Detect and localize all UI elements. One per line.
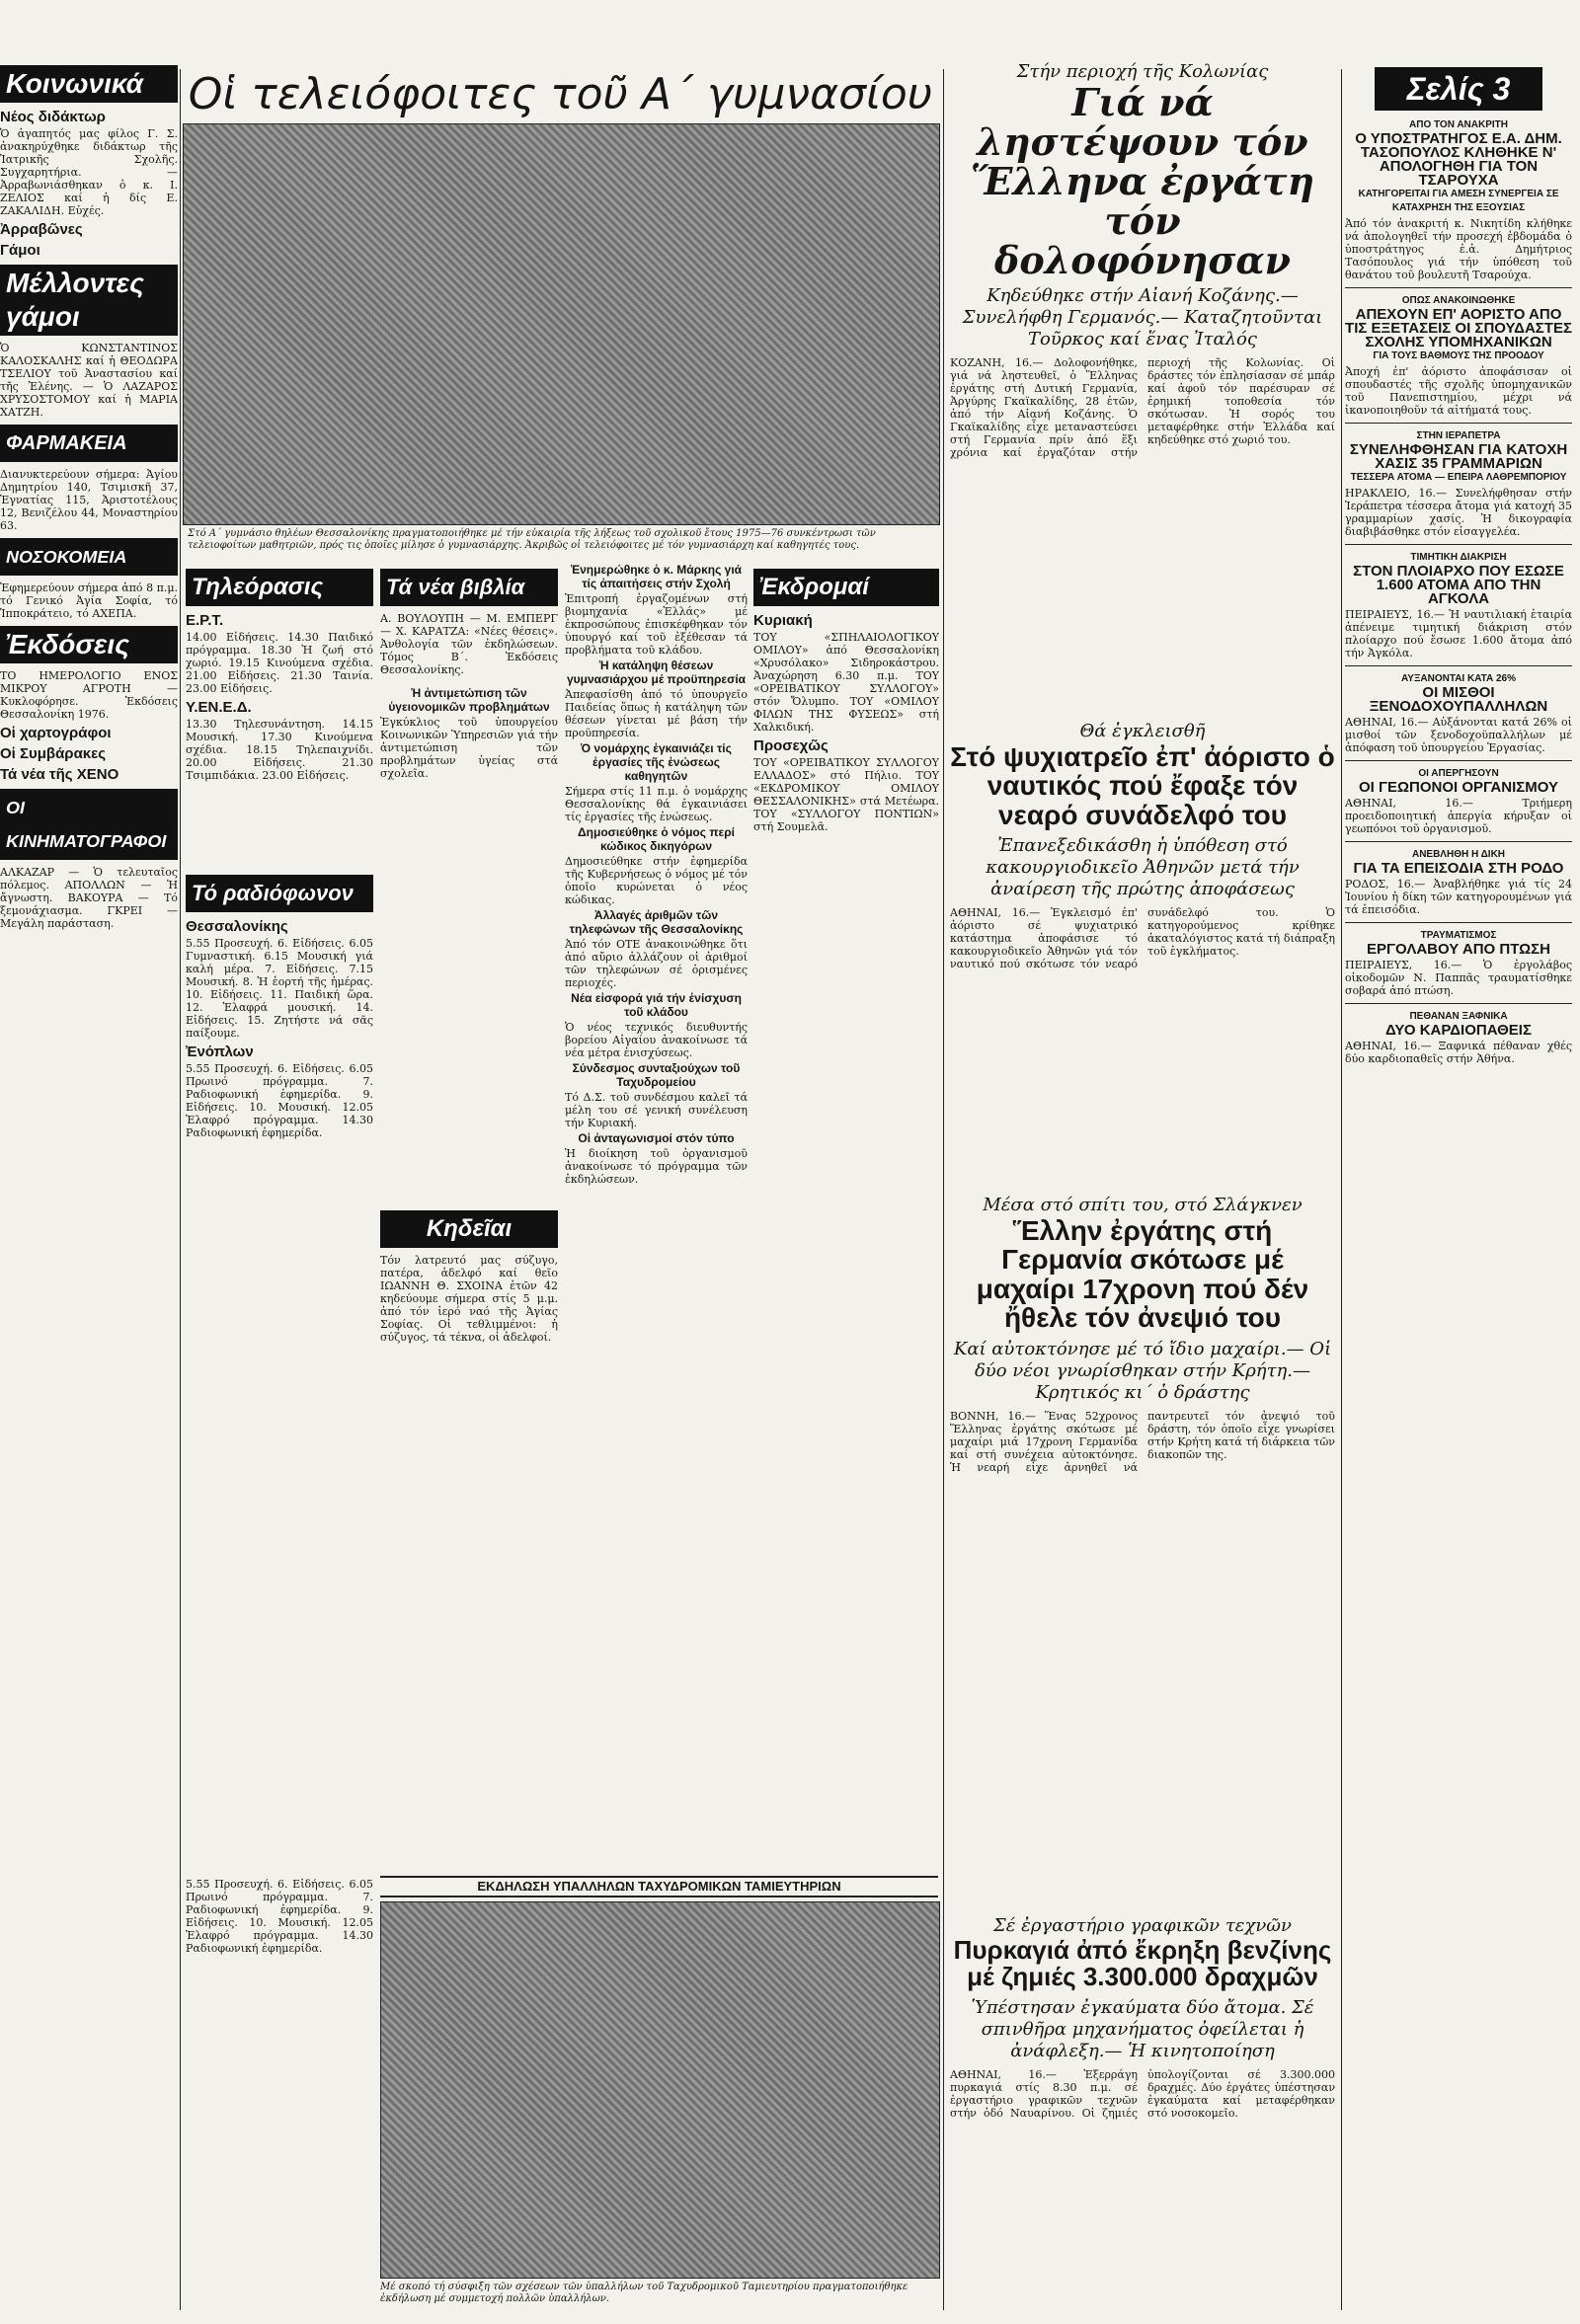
tv-header: Τηλεόρασις bbox=[186, 569, 373, 606]
item-text: ΤΟ ΗΜΕΡΟΛΟΓΙΟ ΕΝΟΣ ΜΙΚΡΟΥ ΑΓΡΟΤΗ — Κυκλοφόρησε. Ἐκδόσεις Θεσσαλονίκη 1976. bbox=[0, 669, 178, 721]
article-title: Ἡ ἀντιμετώπιση τῶν ὑγειονομικῶν προβλημάτων bbox=[388, 686, 550, 714]
kolonia-story bbox=[950, 61, 1335, 684]
item-text: Ὁ ἀγαπητός μας φίλος Γ. Σ. ἀνακηρύχθηκε διδάκτωρ τῆς Ἰατρικῆς Σχολῆς. Συγχαρητήρια. — Ἀρραβωνιάσθηκαν ὁ κ. Ι. ΖΕΛΙΟΣ καί ἡ δίς Ε. ΖΑΚΑΛΙΔΗ. Εὐχές. bbox=[0, 127, 178, 217]
section-header-koinonika: Κοινωνικά bbox=[0, 65, 178, 103]
item-title: Τά νέα τῆς ΧΕΝΟ bbox=[0, 766, 119, 783]
brief-item: ΤΙΜΗΤΙΚΗ ΔΙΑΚΡΙΣΗ ΣΤΟΝ ΠΛΟΙΑΡΧΟ ΠΟΥ ΕΣΩΣΕ 1.600 ΑΤΟΜΑ ΑΠΟ ΤΗΝ ΑΓΚΟΛΑ ΠΕΙΡΑΙΕΥΣ, 16.— Ἡ ναυτιλιακή ἑταιρία ἀπένειμε τιμητική διάκριση στόν πλοίαρχο πού ἔσωσε 1.600 ἄτομα ἀπό τήν Ἀγκόλα. bbox=[1345, 552, 1572, 659]
column-rule bbox=[943, 69, 944, 2310]
brief-item: ΑΠΟ ΤΟΝ ΑΝΑΚΡΙΤΗ Ο ΥΠΟΣΤΡΑΤΗΓΟΣ Ε.Α. ΔΗΜ. ΤΑΣΟΠΟΥΛΟΣ ΚΛΗΘΗΚΕ Ν' ΑΠΟΛΟΓΗΘΗ ΓΙΑ ΤΟΝ ΤΣΑΡΟΥΧΑ ΚΑΤΗΓΟΡΕΙΤΑΙ ΓΙΑ ΑΜΕΣΗ ΣΥΝΕΡΓΕΙΑ ΣΕ ΚΑΤΑΧΡΗΣΗ ΤΗΣ ΕΞΟΥΣΙΑΣ Ἀπό τόν ἀνακριτή κ. Νικητίδη κλήθηκε νά ἀπολογηθεῖ τήν προσεχή ἑβδομάδα ὁ ὑποστράτηγος ἐ.ἀ. Δημήτριος Τασόπουλος γιά τήν ὑπόθεση τοῦ θανάτου τοῦ βουλευτῆ Τσαρούχα. bbox=[1345, 119, 1572, 281]
story-headline: Γιά νά ληστέψουν τόν Ἕλληνα ἐργάτη τόν δολοφόνησαν bbox=[970, 80, 1315, 282]
radio-continued bbox=[186, 1876, 373, 2310]
story-kicker: Στήν περιοχή τῆς Κολωνίας bbox=[1016, 61, 1269, 82]
story-subhead: Ὑπέστησαν ἐγκαύματα δύο ἄτομα. Σέ σπινθῆρα μηχανήματος ὀφείλεται ἡ ἀνάφλεξη.— Ἡ κινητοποίηση bbox=[971, 1996, 1314, 2061]
story-kicker: Θά ἐγκλεισθῆ bbox=[1079, 721, 1206, 741]
article-text: Ἡ διοίκηση τοῦ ὀργανισμοῦ ἀνακοίνωσε τό πρόγραμμα τῶν ἐκδηλώσεων. bbox=[565, 1147, 748, 1186]
article-text: Δημοσιεύθηκε στήν ἐφημερίδα τῆς Κυβερνήσεως ὁ νόμος μέ τόν ὁποῖο κυρώνεται ὁ νέος κώδικας. bbox=[565, 855, 748, 906]
tv-channel: Ε.Ρ.Τ. bbox=[186, 612, 224, 629]
story-text: ΒΟΝΝΗ, 16.— Ἕνας 52χρονος Ἕλληνας ἐργάτης σκότωσε μέ μαχαίρι μιά 17χρονη Γερμανίδα καί στή συνέχεια αὐτοκτόνησε. Ἡ νεαρή εἶχε ἀρνηθεῖ νά παντρευτεῖ τόν ἀνεψιό τοῦ δράστη, τόν ὁποῖο εἶχε γνωρίσει στήν Κρήτη κατά τή διάρκεια τῶν διακοπῶν της. bbox=[950, 1409, 1335, 1474]
event-caption: Μέ σκοπό τή σύσφιξη τῶν σχέσεων τῶν ὑπαλλήλων τοῦ Ταχυδρομικοῦ Ταμιευτηρίου πραγματοποιήθηκε ἐκδήλωση μέ συμμετοχή πολλῶν ὑπαλλήλων. bbox=[380, 2282, 908, 2304]
section-header-nosokomeia: ΝΟΣΟΚΟΜΕΙΑ bbox=[0, 538, 178, 576]
obits-section bbox=[380, 1204, 558, 1856]
item-text: Ὁ ΚΩΝΣΤΑΝΤΙΝΟΣ ΚΑΛΟΣΚΑΛΗΣ καί ἡ ΘΕΟΔΩΡΑ ΤΣΕΛΙΟΥ τοῦ Ἀναστασίου καί τῆς Ἑλένης. — Ὁ ΛΑΖΑΡΟΣ ΧΡΥΣΟΣΤΟΜΟΥ καί ἡ ΜΑΡΙΑ ΧΑΤΖΗ. bbox=[0, 342, 178, 419]
post-office-event bbox=[380, 1876, 938, 2310]
right-column bbox=[1345, 59, 1572, 2320]
excursions-text: ΤΟΥ «ΣΠΗΛΑΙΟΛΟΓΙΚΟΥ ΟΜΙΛΟΥ» ἀπό Θεσσαλονίκη «Χρυσόλακο» Σιδηροκάστρου. Ἀναχώρηση 6.30 π.μ. ΤΟΥ «ΟΡΕΙΒΑΤΙΚΟΥ ΣΥΛΛΟΓΟΥ» στόν Ὄλυμπο. ΤΟΥ «ΟΜΙΛΟΥ ΦΙΛΩΝ ΤΗΣ ΦΥΣΕΩΣ» στή Χαλκιδική. bbox=[753, 631, 939, 734]
tv-channel: Υ.ΕΝ.Ε.Δ. bbox=[186, 699, 252, 716]
item-title: Οἱ χαρτογράφοι bbox=[0, 725, 112, 741]
brief-item: ΠΕΘΑΝΑΝ ΞΑΦΝΙΚΑ ΔΥΟ ΚΑΡΔΙΟΠΑΘΕΙΣ ΑΘΗΝΑΙ, 16.— Ξαφνικά πέθαναν χθές δύο καρδιοπαθεῖς στήν Ἀθήνα. bbox=[1345, 1011, 1572, 1065]
radio-header: Τό ραδιόφωνον bbox=[186, 875, 373, 912]
column-rule bbox=[180, 69, 181, 2310]
article-text: Ὁ νέος τεχνικός διευθυντής βορείου Αἰγαίου ἀνακοίνωσε τά νέα μέτρα ἐνισχύσεως. bbox=[565, 1021, 748, 1059]
tv-section bbox=[186, 563, 373, 859]
radio-text: 5.55 Προσευχή. 6. Εἰδήσεις. 6.05 Γυμναστική. 6.15 Μουσική γιά καλή μέρα. 7. Εἰδήσεις. 7.15 Μουσική. 8. Ἡ ἑορτή τῆς ἡμέρας. 10. Εἰδήσεις. 11. Παιδική ὥρα. 12. Ἐλαφρά μουσική. 14. Εἰδήσεις. 15. Ζητήστε νά σᾶς παίξουμε. bbox=[186, 937, 373, 1040]
page-number-badge: Σελίς 3 bbox=[1375, 67, 1542, 111]
excursions-subhead: Κυριακή bbox=[753, 612, 813, 629]
left-column bbox=[0, 59, 178, 2320]
obits-text: Τόν λατρευτό μας σύζυγο, πατέρα, ἀδελφό καί θεῖο ΙΩΑΝΝΗ Θ. ΣΧΟΙΝΑ ἐτῶν 42 κηδεύουμε σήμερα στίς 5 μ.μ. ἀπό τόν ἱερό ναό τῆς Ἁγίας Σοφίας. Οἱ τεθλιμμένοι: ἡ σύζυγος, τά τέκνα, οἱ ἀδελφοί. bbox=[380, 1254, 558, 1344]
story-subhead: Κηδεύθηκε στήν Αἰανή Κοζάνης.— Συνελήφθη Γερμανός.— Καταζητοῦνται Τοῦρκος καί ἕνας Ἰταλός bbox=[962, 285, 1323, 350]
event-title: ΕΚΔΗΛΩΣΗ ΥΠΑΛΛΗΛΩΝ ΤΑΧΥΔΡΟΜΙΚΩΝ ΤΑΜΙΕΥΤΗΡΙΩΝ bbox=[380, 1876, 938, 1898]
graduates-photo bbox=[183, 123, 938, 523]
psychiatric-story bbox=[950, 721, 1335, 1135]
item-text: ΑΛΚΑΖΑΡ — Ὁ τελευταῖος πόλεμος. ΑΠΟΛΛΩΝ — Ἡ ἄγνωστη. ΒΑΚΟΥΡΑ — Τό ξεμονάχιασμα. ΓΚΡΕΙ — Μεγάλη παράσταση. bbox=[0, 866, 178, 930]
story-headline: Ἕλλην ἐργάτης στή Γερμανία σκότωσε μέ μαχαίρι 17χρονη πού δέν ἤθελε τόν ἀνεψιό του bbox=[976, 1215, 1309, 1334]
excursions-subhead: Προσεχῶς bbox=[753, 737, 829, 754]
article-title: Ἐνημερώθηκε ὁ κ. Μάρκης γιά τίς ἀπαιτήσεις στήν Σχολή bbox=[570, 563, 743, 590]
story-text: ΚΟΖΑΝΗ, 16.— Δολοφονήθηκε, γιά νά ληστευθεῖ, ὁ Ἕλληνας ἐργάτης στή Δυτική Γερμανία, Ἀργύρης Γκαϊκαλίδης, 28 ἐτῶν, ἀπό τήν Αἰανή Κοζάνης. Ὁ Γκαϊκαλίδης εἶχε μεταναστεύσει στή Γερμανία πρίν ἀπό ἕξι χρόνια καί ἐργαζόταν στήν περιοχή τῆς Κολωνίας. Οἱ δράστες τόν ἐπλησίασαν σέ μπάρ καί ἀφοῦ τόν παρέσυραν σέ ἐρημική τοποθεσία τόν σκότωσαν. Ἡ σορός του μεταφέρθηκε στήν Ἑλλάδα καί κηδεύθηκε στό χωριό του. bbox=[950, 356, 1335, 460]
brief-item: ΟΠΩΣ ΑΝΑΚΟΙΝΩΘΗΚΕ ΑΠΕΧΟΥΝ ΕΠ' ΑΟΡΙΣΤΟ ΑΠΟ ΤΙΣ ΕΞΕΤΑΣΕΙΣ ΟΙ ΣΠΟΥΔΑΣΤΕΣ ΣΧΟΛΗΣ ΥΠΟΜΗΧΑΝΙΚΩΝ ΓΙΑ ΤΟΥΣ ΒΑΘΜΟΥΣ ΤΗΣ ΠΡΟΟΔΟΥ Ἀποχή ἐπ' ἀόριστο ἀποφάσισαν οἱ σπουδαστές τῆς σχολῆς ὑπομηχανικῶν τοῦ Πανεπιστημίου, μέχρι νά ἱκανοποιηθοῦν τά αἰτήματά τους. bbox=[1345, 295, 1572, 417]
story-subhead: Καί αὐτοκτόνησε μέ τό ἴδιο μαχαίρι.— Οἱ δύο νέοι γνωρίσθηκαν στήν Κρήτη.— Κρητικός κι΄ ὁ δράστης bbox=[953, 1338, 1332, 1403]
main-headline: Οἱ τελειόφοιτες τοῦ Α΄ γυμνασίου bbox=[188, 69, 933, 119]
article-title: Σύνδεσμος συνταξιούχων τοῦ Ταχυδρομείου bbox=[572, 1061, 741, 1089]
article-title: Ὁ νομάρχης ἐγκαινιάζει τίς ἐργασίες τῆς ἐνώσεως καθηγητῶν bbox=[581, 741, 732, 783]
article-text: Σήμερα στίς 11 π.μ. ὁ νομάρχης Θεσσαλονίκης θά ἐγκαινιάσει τίς ἐργασίες τῆς ἐνώσεως. bbox=[565, 785, 748, 823]
section-header-farmakeia: ΦΑΡΜΑΚΕΙΑ bbox=[0, 425, 178, 462]
article-text: Ἐπιτροπή ἐργαζομένων στή βιομηχανία «Ἑλλάς» μέ ἐκπροσώπους ἐπισκέφθηκαν τόν ὑπουργό καί τοῦ ἐξέθεσαν τά προβλήματα τοῦ κλάδου. bbox=[565, 592, 748, 657]
item-title: Νέος διδάκτωρ bbox=[0, 109, 106, 125]
article-title: Ἀλλαγές ἀριθμῶν τῶν τηλεφώνων τῆς Θεσσαλονίκης bbox=[569, 908, 744, 936]
radio-text: 5.55 Προσευχή. 6. Εἰδήσεις. 6.05 Πρωινό πρόγραμμα. 7. Ραδιοφωνική ἐφημερίδα. 9. Εἰδήσεις. 10. Μουσική. 12.05 Ἐλαφρό πρόγραμμα. 14.30 Ραδιοφωνική ἐφημερίδα. bbox=[186, 1878, 373, 1955]
brief-item: ΑΝΕΒΛΗΘΗ Η ΔΙΚΗ ΓΙΑ ΤΑ ΕΠΕΙΣΟΔΙΑ ΣΤΗ ΡΟΔΟ ΡΟΔΟΣ, 16.— Ἀναβλήθηκε γιά τίς 24 Ἰουνίου ἡ δίκη τῶν κατηγορουμένων γιά τά ἐπεισόδια. bbox=[1345, 849, 1572, 916]
radio-section bbox=[186, 869, 373, 1866]
article-title: Ἡ κατάληψη θέσεων γυμνασιάρχου μέ προϋπηρεσία bbox=[566, 658, 747, 686]
radio-station: Θεσσαλονίκης bbox=[186, 918, 288, 935]
middle-articles bbox=[565, 563, 748, 1560]
story-text: ΑΘΗΝΑΙ, 16.— Ἐξερράγη πυρκαγιά στίς 8.30 π.μ. σέ ἐργαστήριο γραφικῶν τεχνῶν στήν ὁδό Ναυαρίνου. Οἱ ζημιές ὑπολογίζονται σέ 3.300.000 δραχμές. Δύο ἐργάτες ὑπέστησαν ἐγκαύματα καί μεταφέρθηκαν στό νοσοκομεῖο. bbox=[950, 2067, 1335, 2120]
story-kicker: Μέσα στό σπίτι του, στό Σλάγκνεν bbox=[983, 1195, 1303, 1215]
excursions-header: Ἐκδρομαί bbox=[753, 569, 939, 606]
item-text: Ἐφημερεύουν σήμερα ἀπό 8 π.μ. τό Γενικό Ἀγία Σοφία, τό Ἱπποκράτειο, τό ΑΧΕΠΑ. bbox=[0, 581, 178, 620]
germany-story bbox=[950, 1195, 1335, 1886]
group-photo bbox=[183, 123, 940, 525]
article-title: Οἱ ἀνταγωνισμοί στόν τύπο bbox=[578, 1131, 735, 1145]
section-header-ekdoseis: Ἐκδόσεις bbox=[0, 626, 178, 663]
article-text: Τό Δ.Σ. τοῦ συνδέσμου καλεῖ τά μέλη του σέ γενική συνέλευση τήν Κυριακή. bbox=[565, 1091, 748, 1129]
books-section bbox=[380, 563, 558, 1195]
books-header: Τά νέα βιβλία bbox=[380, 569, 558, 606]
story-text: ΑΘΗΝΑΙ, 16.— Ἐγκλεισμό ἐπ' ἀόριστο σέ ψυχιατρικό κατάστημα ἀποφάσισε τό κακουργιοδικεῖο Ἀθηνῶν γιά τόν ναυτικό πού σκότωσε τόν νεαρό συνάδελφό του. Ὁ κατηγορούμενος κρίθηκε ἀκαταλόγιστος κατά τή διάπραξη τοῦ ἐγκλήματος. bbox=[950, 906, 1335, 971]
excursions-section bbox=[753, 563, 939, 1866]
excursions-text: ΤΟΥ «ΟΡΕΙΒΑΤΙΚΟΥ ΣΥΛΛΟΓΟΥ ΕΛΛΑΔΟΣ» στό Πήλιο. ΤΟΥ «ΕΚΔΡΟΜΙΚΟΥ ΟΜΙΛΟΥ ΘΕΣΣΑΛΟΝΙΚΗΣ» στά Μετέωρα. ΤΟΥ «ΣΥΛΛΟΓΟΥ ΠΟΝΤΙΩΝ» στή Σουμελᾶ. bbox=[753, 756, 939, 833]
event-photo bbox=[380, 1901, 940, 2279]
story-headline: Στό ψυχιατρεῖο ἐπ' ἀόριστο ὁ ναυτικός πού ἔφαξε τόν νεαρό συνάδελφό του bbox=[950, 741, 1335, 830]
article-title: Νέα εἰσφορά γιά τήν ἐνίσχυση τοῦ κλάδου bbox=[571, 991, 742, 1019]
item-text: Διανυκτερεύουν σήμερα: Ἀγίου Δημητρίου 140, Τσιμισκῆ 37, Ἐγνατίας 115, Ἀριστοτέλους 12, Βενιζέλου 44, Μοναστηρίου 63. bbox=[0, 468, 178, 532]
section-header-kinimatografoi: ΟΙ ΚΙΝΗΜΑΤΟΓΡΑΦΟΙ bbox=[0, 789, 178, 860]
article-title: Δημοσιεύθηκε ὁ νόμος περί κώδικος δικηγόρων bbox=[578, 825, 735, 853]
tv-text: 13.30 Τηλεσυνάντηση. 14.15 Μουσική. 17.30 Κινούμενα σχέδια. 18.15 Τηλεπαιχνίδι. 20.00 Εἰδήσεις. 21.30 Τσιμπιδάκια. 23.00 Εἰδήσεις. bbox=[186, 718, 373, 782]
books-text: Α. ΒΟΥΛΟΥΠΗ — Μ. ΕΜΠΕΡΓ — Χ. ΚΑΡΑΤΖΑ: «Νέες θέσεις». Ἀνθολογία τῶν ἐκδηλώσεων. Τόμος Β΄. Ἐκδόσεις Θεσσαλονίκης. bbox=[380, 612, 558, 676]
story-headline: Πυρκαγιά ἀπό ἔκρηξη βενζίνης μέ ζημιές 3.300.000 δραχμῶν bbox=[953, 1935, 1332, 1992]
article-text: Ἀπεφασίσθη ἀπό τό ὑπουργεῖο Παιδείας ὅπως ἡ κατάληψη τῶν θέσεων γίνεται μέ βάση τήν προϋπηρεσία. bbox=[565, 688, 748, 739]
brief-item: ΟΙ ΑΠΕΡΓΗΣΟΥΝ ΟΙ ΓΕΩΠΟΝΟΙ ΟΡΓΑΝΙΣΜΟΥ ΑΘΗΝΑΙ, 16.— Τριήμερη προειδοποιητική ἀπεργία κήρυξαν οἱ γεωπόνοι τοῦ ὀργανισμοῦ. bbox=[1345, 768, 1572, 835]
article-text: Ἀπό τόν ΟΤΕ ἀνακοινώθηκε ὅτι ἀπό αὔριο ἀλλάζουν οἱ ἀριθμοί τῶν τηλεφώνων σέ ὁρισμένες περιοχές. bbox=[565, 938, 748, 989]
radio-text: 5.55 Προσευχή. 6. Εἰδήσεις. 6.05 Πρωινό πρόγραμμα. 7. Ραδιοφωνική ἐφημερίδα. 9. Εἰδήσεις. 10. Μουσική. 12.05 Ἐλαφρό πρόγραμμα. 14.30 Ραδιοφωνική ἐφημερίδα. bbox=[186, 1062, 373, 1139]
brief-item: ΣΤΗΝ ΙΕΡΑΠΕΤΡΑ ΣΥΝΕΛΗΦΘΗΣΑΝ ΓΙΑ ΚΑΤΟΧΗ ΧΑΣΙΣ 35 ΓΡΑΜΜΑΡΙΩΝ ΤΕΣΣΕΡΑ ΑΤΟΜΑ — ΕΠΕΙΡΑ ΛΑΘΡΕΜΠΟΡΙΟΥ ΗΡΑΚΛΕΙΟ, 16.— Συνελήφθησαν στήν Ἱεράπετρα τέσσερα ἄτομα γιά κατοχή 35 γραμμαρίων χασίς. Ἡ δικογραφία διαβιβάσθηκε στόν εἰσαγγελέα. bbox=[1345, 430, 1572, 538]
column-rule bbox=[1341, 69, 1342, 2310]
fire-story bbox=[950, 1915, 1335, 2268]
story-subhead: Ἐπανεξεδικάσθη ἡ ὑπόθεση στό κακουργιοδικεῖο Ἀθηνῶν μετά τήν ἀναίρεση τῆς πρώτης ἀποφάσεως bbox=[986, 835, 1300, 900]
radio-station: Ἐνόπλων bbox=[186, 1044, 254, 1060]
brief-item: ΑΥΞΑΝΟΝΤΑΙ ΚΑΤΑ 26% ΟΙ ΜΙΣΘΟΙ ΞΕΝΟΔΟΧΟΥΠΑΛΛΗΛΩΝ ΑΘΗΝΑΙ, 16.— Αὐξάνονται κατά 26% οἱ μισθοί τῶν ξενοδοχοϋπαλλήλων μέ ἀπόφαση τοῦ ὑπουργείου Ἐργασίας. bbox=[1345, 673, 1572, 754]
item-title: Οἱ Συμβάρακες bbox=[0, 745, 107, 762]
item-title: Ἀρραβῶνες bbox=[0, 221, 83, 238]
photo-caption: Στό Α΄ γυμνάσιο θηλέων Θεσσαλονίκης πραγματοποιήθηκε μέ τήν εὐκαιρία τῆς λήξεως τοῦ σχολικοῦ ἔτους 1975—76 συνκέντρωσι τῶν τελειοφοίτων μαθητριῶν, πρός τις ὁποῖες μίλησε ὁ γυμνασιάρχης. Ἀκριβῶς οἱ τελειόφοιτες μέ τόν γυμνασιάρχη καί καθηγητές τους. bbox=[188, 528, 876, 551]
tv-text: 14.00 Εἰδήσεις. 14.30 Παιδικό πρόγραμμα. 18.30 Ἡ ζωή στό χωριό. 19.15 Κινούμενα σχέδια. 21.00 Εἰδήσεις. 21.30 Ταινία. 23.00 Εἰδήσεις. bbox=[186, 631, 373, 695]
obits-header: Κηδεῖαι bbox=[380, 1210, 558, 1248]
brief-item: ΤΡΑΥΜΑΤΙΣΜΟΣ ΕΡΓΟΛΑΒΟΥ ΑΠΟ ΠΤΩΣΗ ΠΕΙΡΑΙΕΥΣ, 16.— Ὁ ἐργολάβος οἰκοδομῶν Ν. Παππᾶς τραυματίσθηκε σοβαρά ἀπό πτώση. bbox=[1345, 930, 1572, 997]
article-text: Ἐγκύκλιος τοῦ ὑπουργείου Κοινωνικῶν Ὑπηρεσιῶν γιά τήν ἀντιμετώπιση τῶν προβλημάτων ὑγείας στά σχολεῖα. bbox=[380, 716, 558, 780]
section-header-mellontes: Μέλλοντες γάμοι bbox=[0, 265, 178, 336]
story-kicker: Σέ ἐργαστήριο γραφικῶν τεχνῶν bbox=[993, 1915, 1292, 1936]
item-title: Γάμοι bbox=[0, 242, 40, 259]
